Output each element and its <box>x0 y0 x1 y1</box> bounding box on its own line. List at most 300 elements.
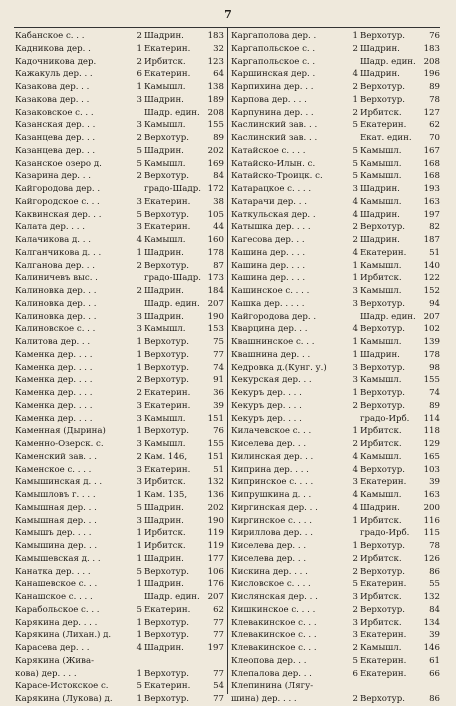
entry-number: 5 <box>352 145 358 156</box>
entry-number: 2 <box>136 286 142 296</box>
index-entry <box>15 438 224 451</box>
entry-number: 1 <box>136 362 142 373</box>
entry-name: Кискина дер. . . . <box>231 566 308 577</box>
entry-page: 54 <box>213 681 224 692</box>
entry-number: 1 <box>136 426 142 437</box>
entry-page: 167 <box>423 145 440 156</box>
entry-number: 3 <box>352 375 358 386</box>
entry-number: 1 <box>352 260 358 271</box>
entry-page: 183 <box>207 31 224 41</box>
entry-name: Кашина дер. . . . <box>231 247 306 258</box>
entry-number: 5 <box>136 502 142 513</box>
entry-district: Ирбитск. <box>360 617 402 628</box>
index-entry <box>15 349 224 362</box>
index-entry <box>15 527 224 540</box>
index-entry <box>231 362 440 375</box>
entry-number: 6 <box>136 69 142 80</box>
entry-number: 3 <box>136 413 142 424</box>
entry-number: 1 <box>136 668 142 679</box>
entry-district: Верхотур. <box>360 388 405 398</box>
entry-page: 151 <box>207 451 224 462</box>
index-entry <box>231 668 440 681</box>
index-entry <box>231 578 440 591</box>
entry-number: 3 <box>352 362 358 373</box>
entry-name: Кайгородское с. . . <box>15 196 100 207</box>
entry-name: Камышъ дер. . . . <box>15 528 92 539</box>
entry-number: 2 <box>136 451 142 462</box>
entry-name: Каменка дер. . . . <box>15 400 93 411</box>
entry-number: 1 <box>136 43 142 54</box>
index-entry <box>231 234 440 247</box>
entry-page: 155 <box>207 120 224 131</box>
index-entry <box>231 400 440 413</box>
entry-page: 134 <box>423 617 440 628</box>
entry-page: 172 <box>207 184 224 194</box>
entry-page: 89 <box>429 82 440 92</box>
entry-page: 168 <box>423 158 440 169</box>
entry-number: 2 <box>136 56 142 67</box>
entry-number: 5 <box>352 655 358 666</box>
index-entry <box>231 387 440 400</box>
entry-district: Шадр. един. <box>360 56 416 67</box>
entry-name: Казанцева дер. . . <box>15 133 96 143</box>
index-entry <box>231 30 440 43</box>
entry-page: 126 <box>423 553 440 564</box>
entry-number: 3 <box>136 311 142 322</box>
entry-name: Камышинская д. . . <box>15 477 103 488</box>
index-entry <box>15 451 224 464</box>
entry-district: Верхотур. <box>360 566 405 577</box>
index-entry <box>231 502 440 515</box>
entry-district: градо-Шадр. <box>144 184 201 194</box>
entry-page: 173 <box>207 273 224 284</box>
entry-name: Камышина дер. . . <box>15 541 98 551</box>
entry-district: Камышл. <box>360 337 402 347</box>
index-entry <box>231 260 440 273</box>
entry-page: 178 <box>423 349 440 360</box>
index-entry <box>15 655 224 668</box>
entry-number: 1 <box>136 617 142 628</box>
entry-page: 155 <box>423 375 440 386</box>
entry-number: 1 <box>352 31 358 41</box>
entry-district: Верхотур. <box>144 630 189 641</box>
entry-page: 127 <box>423 107 440 118</box>
entry-name: Кадочникова дер. <box>15 56 97 67</box>
entry-page: 44 <box>213 222 224 233</box>
entry-page: 39 <box>429 630 440 641</box>
index-entry <box>231 336 440 349</box>
entry-district: Шадрин. <box>144 311 184 322</box>
entry-district: Камышл. <box>360 260 402 271</box>
entry-number: 5 <box>136 209 142 220</box>
entry-number: 4 <box>352 324 358 335</box>
entry-page: 122 <box>423 273 440 284</box>
entry-number: 3 <box>352 184 358 194</box>
entry-page: 123 <box>207 56 224 67</box>
entry-district: Верхотур. <box>144 668 189 679</box>
entry-name: Катайско-Троицк. с. <box>231 171 323 182</box>
index-entry <box>231 642 440 655</box>
entry-name: Казарина дер. . . <box>15 171 91 182</box>
entry-number: 1 <box>136 694 142 704</box>
index-entry <box>15 629 224 642</box>
entry-name: Каслинский зав. . . <box>231 133 318 143</box>
entry-number: 1 <box>136 630 142 641</box>
entry-number: 1 <box>136 337 142 347</box>
entry-name: Кириллова дер. . . <box>231 528 313 539</box>
entry-number: 1 <box>136 579 142 590</box>
index-entry <box>15 145 224 158</box>
entry-number: 2 <box>136 31 142 41</box>
entry-number: 2 <box>352 82 358 92</box>
entry-district: Верхотур. <box>144 260 189 271</box>
entry-page: 146 <box>423 643 440 653</box>
entry-district: Камышл. <box>360 286 402 296</box>
index-entry <box>231 68 440 81</box>
entry-page: 77 <box>213 630 224 641</box>
index-entry <box>231 209 440 222</box>
entry-name: Киргинское с. . . . <box>231 515 312 526</box>
entry-number: 4 <box>352 209 358 220</box>
entry-name: Камышевская д. . . <box>15 553 101 564</box>
entry-name: Казаковское с. . . <box>15 107 94 118</box>
entry-number: 1 <box>352 541 358 551</box>
entry-district: Ирбитск. <box>144 56 186 67</box>
entry-page: 116 <box>423 515 440 526</box>
entry-page: 208 <box>207 107 224 118</box>
entry-name: Кагесова дер. . . <box>231 235 305 245</box>
entry-district: Шадрин. <box>144 643 184 653</box>
entry-name: Карасе-Истокское с. <box>15 681 109 692</box>
entry-district: Екатерин. <box>144 196 191 207</box>
index-entry <box>15 642 224 655</box>
index-entry <box>15 56 224 69</box>
entry-district: Верхотур. <box>360 324 405 335</box>
entry-name: Кекуръ дер. . . . <box>231 400 302 411</box>
entry-district: Екатерин. <box>144 388 191 398</box>
entry-name: Калиновка дер. . . <box>15 286 97 296</box>
entry-district: Камышл. <box>144 324 186 335</box>
entry-name: Квашнина дер. . . <box>231 349 311 360</box>
entry-name: Карякина дер. . . . <box>15 617 98 628</box>
entry-page: 70 <box>429 133 440 143</box>
entry-name: Каменское с. . . . <box>15 464 92 475</box>
entry-district: Верхотур. <box>360 541 405 551</box>
entry-number: 3 <box>352 617 358 628</box>
index-entry <box>231 425 440 438</box>
entry-name: Катышка дер. . . . <box>231 222 311 233</box>
index-entry <box>15 668 224 681</box>
entry-district: Шадрин. <box>144 579 184 590</box>
entry-page: 51 <box>429 247 440 258</box>
entry-district: Шадрин. <box>144 145 184 156</box>
entry-district: Камышл. <box>144 158 186 169</box>
entry-number: 3 <box>352 477 358 488</box>
entry-name: Кaквинская дер. . . <box>15 209 102 220</box>
index-entry <box>15 400 224 413</box>
index-entry <box>231 196 440 209</box>
entry-page: 168 <box>423 171 440 182</box>
entry-number: 4 <box>136 643 142 653</box>
entry-district: Ирбитск. <box>360 273 402 284</box>
index-entry <box>231 413 440 426</box>
entry-district: Камышл. <box>144 439 186 449</box>
entry-district: градо-Ирб. <box>360 413 410 424</box>
entry-district: Верхотур. <box>360 400 405 411</box>
index-entry <box>231 272 440 285</box>
entry-district: Екатерин. <box>360 630 407 641</box>
entry-page: 114 <box>423 413 440 424</box>
entry-page: 98 <box>429 362 440 373</box>
entry-name: Карпова дер. . . . <box>231 94 307 105</box>
entry-name: Кашинское с. . . . <box>231 286 310 296</box>
entry-page: 184 <box>207 286 224 296</box>
entry-name: Каргапольское с. . <box>231 43 316 54</box>
entry-number: 2 <box>136 388 142 398</box>
entry-name: Клепалова дер. . . <box>231 668 312 679</box>
index-entry <box>231 591 440 604</box>
index-entry <box>15 617 224 630</box>
entry-page: 178 <box>207 247 224 258</box>
entry-page: 89 <box>213 133 224 143</box>
entry-page: 51 <box>213 464 224 475</box>
entry-name: Катарачи дер. . . <box>231 196 307 207</box>
entry-page: 106 <box>207 566 224 577</box>
entry-number: 4 <box>352 464 358 475</box>
entry-page: 74 <box>429 388 440 398</box>
entry-name: Карякина (Лукова) д. <box>15 694 113 704</box>
entry-district: Верхотур. <box>144 337 189 347</box>
index-entry <box>231 464 440 477</box>
index-entry <box>15 30 224 43</box>
index-entry <box>15 285 224 298</box>
entry-name: Казакова дер. . . <box>15 94 90 105</box>
entry-name: Калитова дер. . . <box>15 337 91 347</box>
entry-number: 5 <box>136 158 142 169</box>
entry-number: 5 <box>136 145 142 156</box>
entry-number: 2 <box>136 260 142 271</box>
entry-page: 202 <box>207 502 224 513</box>
entry-name: Калата дер. . . . <box>15 222 85 233</box>
index-entry <box>15 591 224 604</box>
entry-district: Камышл. <box>360 490 402 500</box>
entry-number: 3 <box>136 464 142 475</box>
entry-page: 165 <box>423 451 440 462</box>
entry-district: Верхотур. <box>144 566 189 577</box>
entry-number: 5 <box>352 120 358 131</box>
entry-name: Карпунина дер. . . <box>231 107 314 118</box>
entry-page: 64 <box>213 69 224 80</box>
entry-page: 74 <box>213 362 224 373</box>
entry-name: Кабанское с. . . <box>15 31 85 41</box>
entry-district: Екатерин. <box>144 604 191 615</box>
entry-number: 2 <box>352 566 358 577</box>
entry-page: 153 <box>207 324 224 335</box>
entry-name: Клевакинское с. . . <box>231 643 317 653</box>
index-entry <box>15 196 224 209</box>
entry-page: 62 <box>429 120 440 131</box>
entry-district: Шадрин. <box>144 553 184 564</box>
index-entry <box>231 553 440 566</box>
entry-name: Карпихина дер. . . <box>231 82 314 92</box>
entry-name: Камышная дер. . . <box>15 502 97 513</box>
entry-name: Карасева дер. . . <box>15 643 90 653</box>
entry-district: Камышл. <box>360 375 402 386</box>
entry-page: 207 <box>207 592 224 602</box>
index-entry <box>231 680 440 693</box>
entry-name: Катарацкое с. . . . <box>231 184 312 194</box>
entry-district: Верхотур. <box>360 94 405 105</box>
entry-name: Кипрушкина д. . . <box>231 490 312 500</box>
entry-district: Камышл. <box>144 82 186 92</box>
entry-district: Камышл. <box>144 235 186 245</box>
index-entry <box>231 43 440 56</box>
entry-page: 155 <box>207 439 224 449</box>
entry-name: Каменно-Озерск. с. <box>15 439 104 449</box>
entry-number: 1 <box>136 247 142 258</box>
entry-name: Камышная дер. . . <box>15 515 97 526</box>
index-entry <box>231 183 440 196</box>
entry-name: Каменка дер. . . . <box>15 413 93 424</box>
entry-page: 36 <box>213 388 224 398</box>
entry-name: Казанцева дер. . . <box>15 145 96 156</box>
entry-number: 4 <box>352 502 358 513</box>
index-entry <box>15 260 224 273</box>
entry-name: Кедровка д.(Кунг. у.) <box>231 362 327 373</box>
entry-page: 160 <box>207 235 224 245</box>
entry-number: 1 <box>136 349 142 360</box>
entry-name: Каменная (Дырина) <box>15 426 106 437</box>
entry-number: 3 <box>136 477 142 488</box>
index-entry <box>15 170 224 183</box>
entry-number: 3 <box>136 400 142 411</box>
entry-district: Ирбитск. <box>144 477 186 488</box>
entry-district: Верхотур. <box>144 171 189 182</box>
index-entry <box>15 566 224 579</box>
entry-name: Казанское озеро д. <box>15 158 102 169</box>
entry-name: Киселева дер. . . <box>231 553 307 564</box>
entry-page: 87 <box>213 260 224 271</box>
entry-name: Калиновское с. . . <box>15 324 96 335</box>
index-entry <box>15 464 224 477</box>
entry-number: 2 <box>352 107 358 118</box>
entry-page: 61 <box>429 655 440 666</box>
entry-number: 5 <box>136 681 142 692</box>
entry-name: кова) дер. . . . <box>15 668 77 679</box>
entry-name: Кислянская дер. . . <box>231 592 318 602</box>
entry-number: 2 <box>352 222 358 233</box>
entry-district: Шадрин. <box>144 515 184 526</box>
entry-district: Шадрин. <box>144 502 184 513</box>
entry-page: 102 <box>423 324 440 335</box>
entry-number: 2 <box>352 43 358 54</box>
index-entry <box>15 604 224 617</box>
index-entry <box>231 298 440 311</box>
entry-page: 78 <box>429 541 440 551</box>
entry-page: 66 <box>429 668 440 679</box>
entry-number: 1 <box>136 541 142 551</box>
index-entry <box>231 56 440 69</box>
entry-page: 118 <box>423 426 440 437</box>
entry-number: 1 <box>136 553 142 564</box>
entry-page: 183 <box>423 43 440 54</box>
entry-page: 94 <box>429 298 440 309</box>
entry-district: Верхотур. <box>144 349 189 360</box>
entry-name: Клеопова дер. . . <box>231 655 307 666</box>
entry-name: Кадникова дер. . <box>15 43 91 54</box>
entry-number: 1 <box>352 337 358 347</box>
entry-page: 129 <box>423 439 440 449</box>
entry-name: Канашевское с. . . <box>15 579 98 590</box>
entry-page: 187 <box>423 235 440 245</box>
index-entry <box>15 272 224 285</box>
entry-district: Шадрин. <box>360 43 400 54</box>
index-entry <box>15 323 224 336</box>
entry-district: Камышл. <box>360 643 402 653</box>
index-entry <box>231 145 440 158</box>
entry-district: Верхотур. <box>360 362 405 373</box>
entry-number: 3 <box>136 439 142 449</box>
entry-page: 193 <box>423 184 440 194</box>
entry-district: Ирбитск. <box>360 553 402 564</box>
index-entry <box>15 502 224 515</box>
entry-district: Шадрин. <box>144 247 184 258</box>
index-entry <box>15 43 224 56</box>
entry-number: 1 <box>352 349 358 360</box>
entry-district: Верхотур. <box>144 362 189 373</box>
index-entry <box>231 374 440 387</box>
entry-name: Кишкинское с. . . . <box>231 604 316 615</box>
entry-page: 151 <box>207 413 224 424</box>
entry-number: 2 <box>352 439 358 449</box>
entry-number: 5 <box>136 566 142 577</box>
entry-page: 84 <box>429 604 440 615</box>
entry-district: градо-Ирб. <box>360 528 410 539</box>
entry-name: Кекуръ дер. . . . <box>231 413 302 424</box>
entry-page: 39 <box>213 400 224 411</box>
entry-number: 3 <box>136 515 142 526</box>
entry-name: Киргинская дер. . . <box>231 502 318 513</box>
entry-page: 169 <box>207 158 224 169</box>
entry-page: 176 <box>207 579 224 590</box>
entry-number: 3 <box>136 120 142 131</box>
entry-district: Екатерин. <box>360 579 407 590</box>
entry-page: 76 <box>213 426 224 437</box>
entry-page: 207 <box>423 311 440 322</box>
entry-page: 119 <box>207 541 224 551</box>
entry-district: Ирбитск. <box>144 528 186 539</box>
entry-number: 4 <box>352 247 358 258</box>
entry-page: 91 <box>213 375 224 386</box>
index-entry <box>231 540 440 553</box>
entry-name: Каменский зав. . . <box>15 451 97 462</box>
entry-district: Верхотур. <box>144 209 189 220</box>
entry-name: Каменка дер. . . . <box>15 375 93 386</box>
entry-page: 89 <box>429 400 440 411</box>
entry-name: Калачикова д. . . <box>15 235 91 245</box>
entry-name: Калганчикова д. . . <box>15 247 102 258</box>
entry-name: Кайгородова дер. . <box>15 184 101 194</box>
index-entry <box>15 119 224 132</box>
entry-page: 39 <box>429 477 440 488</box>
entry-district: Камышл. <box>144 413 186 424</box>
entry-number: 2 <box>136 133 142 143</box>
entry-name: Калиновка дер. . . <box>15 298 97 309</box>
entry-district: Шадрин. <box>360 184 400 194</box>
index-entry <box>15 476 224 489</box>
entry-number: 2 <box>352 604 358 615</box>
index-entry <box>15 336 224 349</box>
